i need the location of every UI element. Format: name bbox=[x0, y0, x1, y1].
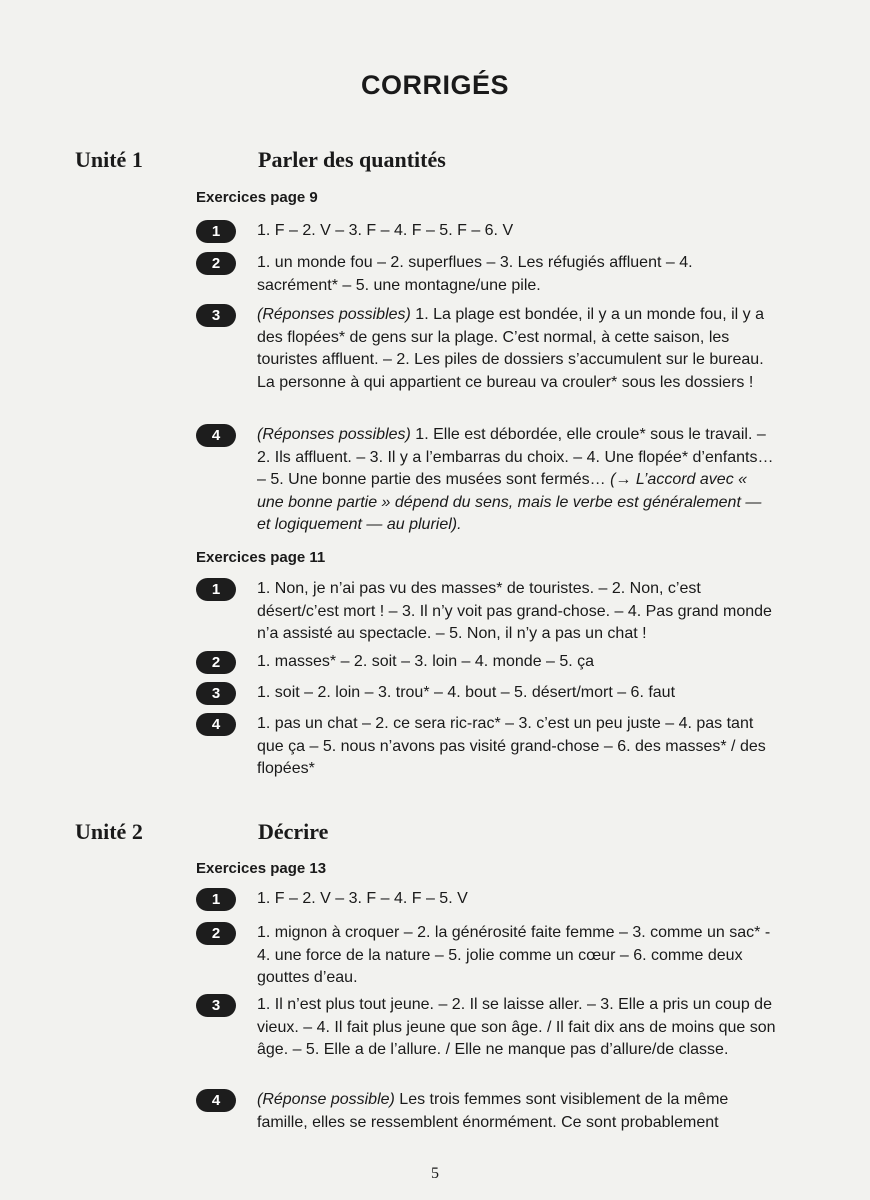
exercise-answer: 1. mignon à croquer – 2. la générosité faite femme – 3. comme un sac* - 4. une force de la nature – 5. jolie comme un cœur – 6. comme deux gouttes d’eau. bbox=[257, 924, 771, 986]
unit-title: Décrire bbox=[258, 819, 329, 844]
exercise-number-badge: 3 bbox=[196, 304, 236, 327]
exercise-number-badge: 4 bbox=[196, 1089, 236, 1112]
exercise-answer: 1. Il n’est plus tout jeune. – 2. Il se laisse aller. – 3. Elle a pris un coup de vieux. – 4. Il fait plus jeune que son âge. / Il fait dix ans de moins que son âge. – 5. Elle a de l’allure. / Elle ne manque pas d’allure/de classe. bbox=[257, 996, 776, 1058]
section-heading: Exercices page 9 bbox=[196, 189, 318, 206]
exercise-number-badge: 4 bbox=[196, 713, 236, 736]
answer-body: 1. La plage est bondée, il y a un monde fou, il y a des flopées* de gens sur la plage. C’est normal, à cette saison, les touristes affluent. – 2. Les piles de dossiers s’accumulent sur le bureau. La personne à qui appartient ce bureau va crouler* sous les dossiers ! bbox=[257, 306, 764, 391]
unit-1-header bbox=[75, 147, 795, 187]
exercise-answer: 1. F – 2. V – 3. F – 4. F – 5. V bbox=[257, 890, 468, 907]
exercise-answer: 1. pas un chat – 2. ce sera ric-rac* – 3. c’est un peu juste – 4. pas tant que ça – 5. nous n’avons pas visité grand-chose – 6. des masses* / des flopées* bbox=[257, 715, 766, 777]
answer-note: (Réponses possibles) bbox=[257, 306, 411, 323]
page-number: 5 bbox=[431, 1165, 439, 1182]
exercise-number-badge: 2 bbox=[196, 651, 236, 674]
exercise-number-badge: 1 bbox=[196, 888, 236, 911]
exercise-number-badge: 3 bbox=[196, 994, 236, 1017]
answer-body: 1. Elle est débordée, elle croule* sous le travail. – 2. Ils affluent. – 3. Il y a l’embarras du choix. – 4. Une flopée* d’enfants… – 5. Une bonne partie des musées sont fermés… bbox=[257, 426, 774, 488]
answer-remark: (→ L’accord avec « une bonne partie » dépend du sens, mais le verbe est généralement — et logiquement — au pluriel). bbox=[257, 471, 762, 533]
answer-note: (Réponses possibles) bbox=[257, 426, 411, 443]
answer-body: Les trois femmes sont visiblement de la même famille, elles se ressemblent énormément. Ce sont probablement bbox=[257, 1091, 729, 1131]
exercise-answer: 1. F – 2. V – 3. F – 4. F – 5. F – 6. V bbox=[257, 222, 514, 239]
unit-label: Unité 1 bbox=[75, 147, 143, 172]
exercise-answer bbox=[257, 1089, 777, 1134]
exercise-answer: 1. Non, je n’ai pas vu des masses* de touristes. – 2. Non, c’est désert/c’est mort ! – 3. Il n’y voit pas grand-chose. – 4. Pas grand monde n’a assisté au spectacle. – 5. Non, il n’y a pas un chat ! bbox=[257, 580, 772, 642]
exercise-number-badge: 4 bbox=[196, 424, 236, 447]
unit-title: Parler des quantités bbox=[258, 147, 446, 172]
exercise-answer bbox=[257, 304, 777, 394]
unit-2-header bbox=[75, 819, 795, 859]
exercise-number-badge: 1 bbox=[196, 220, 236, 243]
unit-label: Unité 2 bbox=[75, 819, 143, 844]
exercise-answer: 1. masses* – 2. soit – 3. loin – 4. monde – 5. ça bbox=[257, 653, 595, 670]
exercise-number-badge: 3 bbox=[196, 682, 236, 705]
exercise-number-badge: 2 bbox=[196, 252, 236, 275]
exercise-number-badge: 1 bbox=[196, 578, 236, 601]
answer-note: (Réponse possible) bbox=[257, 1091, 395, 1108]
exercise-number-badge: 2 bbox=[196, 922, 236, 945]
exercise-answer: 1. soit – 2. loin – 3. trou* – 4. bout – 5. désert/mort – 6. faut bbox=[257, 684, 676, 701]
exercise-answer bbox=[257, 424, 777, 537]
page-title: CORRIGÉS bbox=[360, 70, 510, 100]
exercise-answer: 1. un monde fou – 2. superflues – 3. Les réfugiés affluent – 4. sacrément* – 5. une montagne/une pile. bbox=[257, 254, 693, 294]
section-heading: Exercices page 11 bbox=[196, 549, 326, 566]
section-heading: Exercices page 13 bbox=[196, 860, 327, 877]
